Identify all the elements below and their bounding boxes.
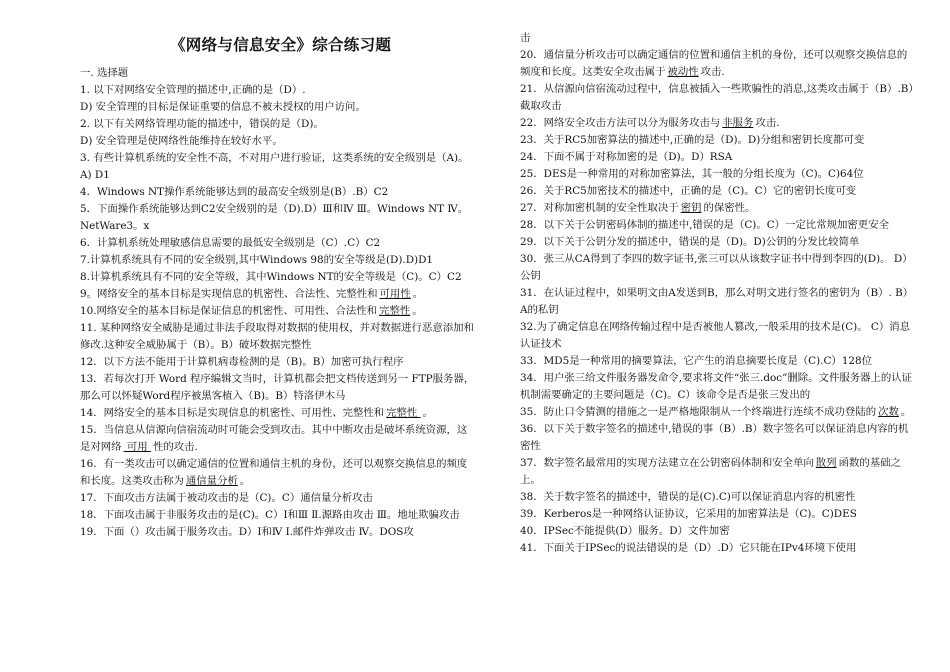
left-item-11: 9。网络安全的基本目标是实现信息的机密性、合法性、完整性和 可用性 。 [80,288,424,300]
left-item-2: D) 安全管理的目标是保证重要的信息不被未授权的用户访问。 [80,101,366,113]
answer-blank: 可用性 [379,288,411,300]
right-item-8: 28．以下关于公钥密码体制的描述中,错误的是（C)。C）一定比常规加密更安全 [520,219,889,231]
right-item-9: 29．以下关于公钥分发的描述中，错误的是（D)。D)公钥的分发比较简单 [520,236,860,248]
right-item-3: 23．关于RC5加密算法的描述中,正确的是（D)。D)分组和密钥长度都可变 [520,134,865,146]
right-column [520,47,914,557]
right-item-4: 24．下面不属于对称加密的是（D)。D）RSA [520,151,733,163]
left-item-14: 12．以下方法不能用于计算机病毒检测的是（B)。B）加密可执行程序 [80,356,404,368]
right-item-15: 35．防止口令猜测的措施之一是严格地限制从一个终端进行连续不成功登陆的 次数 。 [520,406,912,418]
left-item-19: 17．下面攻击方法属于被动攻击的是（C)。C）通信量分析攻击 [80,492,373,504]
left-item-16: 14．网络安全的基本目标是实现信息的机密性、可用性、完整性和 完整性 。 [80,407,434,419]
right-item-14: 34．用户张三给文件服务器发命令,要求将文件“张三.doc”删除。文件服务器上的认证机制需要确定的主要问题是（C)。C）该命令是否是张三发出的 [520,372,913,401]
right-item-16: 36．以下关于数字签名的描述中,错误的事（B）.B）数字签名可以保证消息内容的机密性 [520,423,909,452]
right-item-10: 30．张三从CA得到了李四的数字证书,张三可以从该数字证书中得到李四的(D)。 D）公钥 [520,253,913,282]
left-item-13: 11. 某种网络安全威胁是通过非法手段取得对数据的使用权，并对数据进行恶意添加和修改.这种安全威胁属于（B）。B）破坏数据完整性 [80,322,474,351]
left-item-5: 3. 有些计算机系统的安全性不高，不对用户进行验证，这类系统的安全级别是（A)。A) D1 [80,152,469,181]
answer-blank: 完整性 [386,407,421,419]
left-item-4: D) 安全管理是使网络性能维持在较好水平。 [80,135,283,147]
left-item-8: 6．计算机系统处理敏感信息需要的最低安全级别是（C）.C）C2 [80,237,381,249]
answer-blank: 散列 [815,457,837,469]
right-question-list [520,47,914,557]
answer-blank: 被动性 [667,66,699,78]
left-column [80,65,476,541]
answer-blank: 次数 [878,406,899,418]
right-item-0: 20．通信量分析攻击可以确定通信的位置和通信主机的身份，还可以观察交换信息的频度和长度。这类安全攻击属于 被动性 攻击. [520,49,908,78]
left-item-7: 5．下面操作系统能够达到C2安全级别的是（D).D）Ⅲ和Ⅳ Ⅲ。Windows NT Ⅳ。NetWare3。x [80,203,469,232]
right-item-5: 25．DES是一种常用的对称加密算法，其一般的分组长度为（C)。C)64位 [520,168,864,180]
left-item-0: 一. 选择题 [80,67,129,79]
answer-blank: 可用 [123,441,151,453]
left-item-1: 1. 以下对网络安全管理的描述中,正确的是（D）. [80,84,306,96]
answer-blank: 完整性 [379,305,411,317]
right-item-2: 22．网络安全攻击方法可以分为服务攻击与 非服务 攻击. [520,117,780,129]
right-item-13: 33．MD5是一种常用的摘要算法，它产生的消息摘要长度是（C).C）128位 [520,355,873,367]
left-item-9: 7.计算机系统具有不同的安全级别,其中Windows 98的安全等级是(D).D)D1 [80,254,434,266]
right-item-12: 32.为了确定信息在网络传输过程中是否被他人篡改,一般采用的技术是(C)。 C）消息认证技术 [520,321,911,350]
left-item-12: 10.网络安全的基本目标是保证信息的机密性、可用性、合法性和 完整性 。 [80,305,423,317]
right-item-19: 39．Kerberos是一种网络认证协议，它采用的加密算法是（C)。C)DES [520,508,857,520]
left-item-20: 18．下面攻击属于非服务攻击的是(C)。C）Ⅰ和Ⅲ Ⅱ.源路由攻击 Ⅲ。地址欺骗攻击 [80,509,460,521]
left-item-21: 19．下面（）攻击属于服务攻击。D）Ⅰ和Ⅳ Ⅰ.邮件炸弹攻击 Ⅳ。DOS攻 [80,526,414,538]
document-title: 《网络与信息安全》综合练习题 [170,36,392,54]
right-item-17: 37．数字签名最常用的实现方法建立在公钥密码体制和安全单向 散列 函数的基础之上。 [520,457,901,486]
right-item-7: 27．对称加密机制的安全性取决于 密钥 的保密性。 [520,202,756,214]
left-item-15: 13．若每次打开 Word 程序编辑文当时，计算机都会把文档传送到另一 FTP服务器，那么可以怀疑Word程序被黑客植入（B)。B）特洛伊木马 [80,373,475,402]
answer-blank: 非服务 [722,117,754,129]
left-item-6: 4．Windows NT操作系统能够达到的最高安全级别是(B）.B）C2 [80,186,389,198]
right-item-1: 21．从信源向信宿流动过程中，信息被插入一些欺骗性的消息,这类攻击属于（B）.B）截取攻击 [520,83,914,112]
answer-blank: 密钥 [680,202,702,214]
right-item-20: 40．IPSec不能提供(D）服务。D）文件加密 [520,525,730,537]
left-question-list [80,65,476,541]
right-item-18: 38．关于数字签名的描述中，错误的是(C).C)可以保证消息内容的机密性 [520,491,856,503]
left-item-18: 16．有一类攻击可以确定通信的位置和通信主机的身份，还可以观察交换信息的频度和长度。这类攻击称为 通信量分析 。 [80,458,468,487]
answer-blank: 通信量分析 [185,475,238,487]
right-item-6: 26．关于RC5加密技术的描述中，正确的是（C)。C）它的密钥长度可变 [520,185,857,197]
right-item-21: 41．下面关于IPSec的说法错误的是（D）.D）它只能在IPv4环境下使用 [520,542,857,554]
left-item-3: 2. 以下有关网络管理功能的描述中，错误的是（D)。 [80,118,324,130]
left-item-17: 15．当信息从信源向信宿流动时可能会受到攻击。其中中断攻击是破坏系统资源，这是对网络 可用 性的攻击. [80,424,468,453]
right-item-11: 31．在认证过程中，如果明文由A发送到B，那么对明文进行签名的密钥为（B）. B）A的私钥 [520,287,914,316]
continued-fragment: 击 [520,32,531,44]
left-item-10: 8.计算机系统具有不同的安全等级，其中Windows NT的安全等级是（C)。C）C2 [80,271,462,283]
